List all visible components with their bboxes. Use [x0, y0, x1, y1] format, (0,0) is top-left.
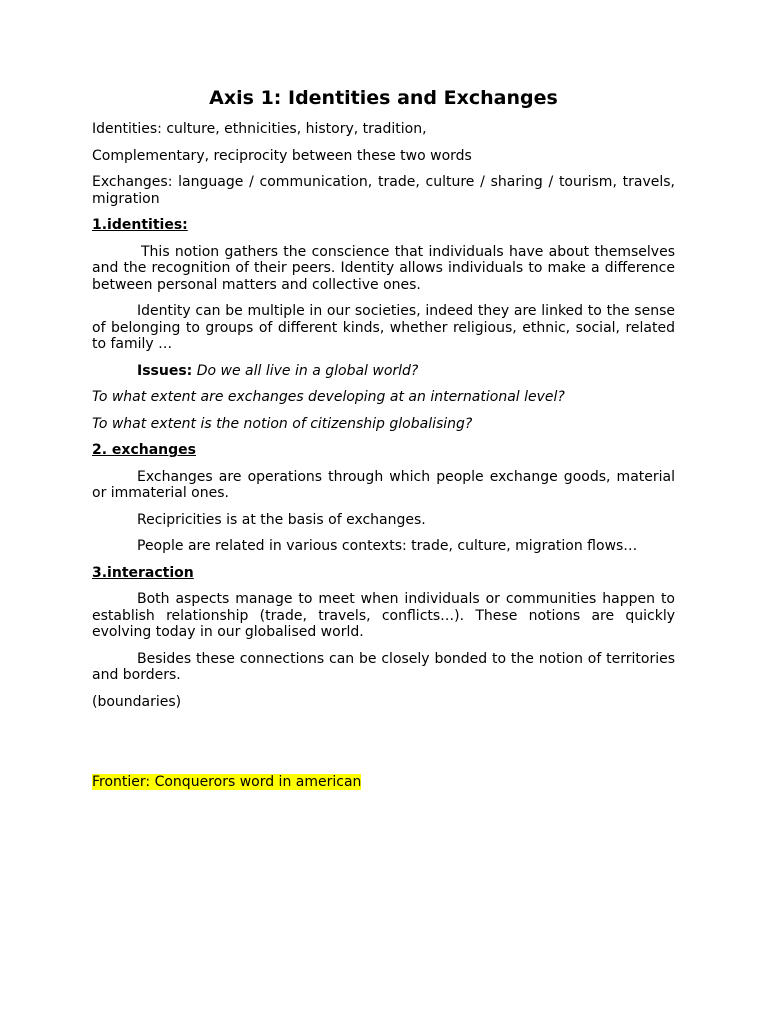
section-heading-interaction: 3.interaction	[92, 564, 194, 581]
identities-paragraph-2: Identity can be multiple in our societies, indeed they are linked to the sense of belonging to groups of different kinds, whether religious, ethnic, social, related to family …	[92, 303, 675, 352]
intro-exchanges: Exchanges: language / communication, trade, culture / sharing / tourism, travels, migration	[92, 174, 675, 207]
issues-line	[92, 363, 675, 380]
boundaries-note: (boundaries)	[92, 693, 182, 710]
interaction-paragraph-1: Both aspects manage to meet when individuals or communities happen to establish relationship (trade, travels, conflicts…). These notions are quickly evolving today in our globalised world.	[92, 591, 675, 640]
document-body	[92, 86, 675, 801]
identities-paragraph-1: This notion gathers the conscience that individuals have about themselves and the recognition of their peers. Identity allows individuals to make a difference between personal matters and collective ones.	[92, 243, 675, 293]
exchanges-paragraph-3: People are related in various contexts: trade, culture, migration flows…	[137, 538, 638, 554]
issues-question: Do we all live in a global world?	[196, 362, 419, 379]
section-heading-exchanges: 2. exchanges	[92, 442, 196, 458]
exchanges-paragraph-2: Recipricities is at the basis of exchanges.	[137, 511, 426, 528]
highlighted-note-line	[92, 774, 675, 791]
issues-label: Issues:	[137, 362, 193, 379]
question-exchanges-international: To what extent are exchanges developing at an international level?	[92, 389, 565, 405]
intro-identities: Identities: culture, ethnicities, history, tradition,	[92, 121, 427, 137]
intro-complementary: Complementary, reciprocity between these two words	[92, 147, 472, 164]
exchanges-paragraph-1: Exchanges are operations through which people exchange goods, material or immaterial ones.	[92, 468, 675, 501]
section-heading-identities: 1.identities:	[92, 217, 188, 233]
question-citizenship: To what extent is the notion of citizenship globalising?	[92, 415, 473, 432]
document-title: Axis 1: Identities and Exchanges	[209, 87, 558, 109]
interaction-paragraph-2: Besides these connections can be closely bonded to the notion of territories and borders.	[92, 650, 675, 683]
highlighted-note: Frontier: Conquerors word in american	[92, 774, 362, 790]
blank-space	[92, 720, 675, 774]
